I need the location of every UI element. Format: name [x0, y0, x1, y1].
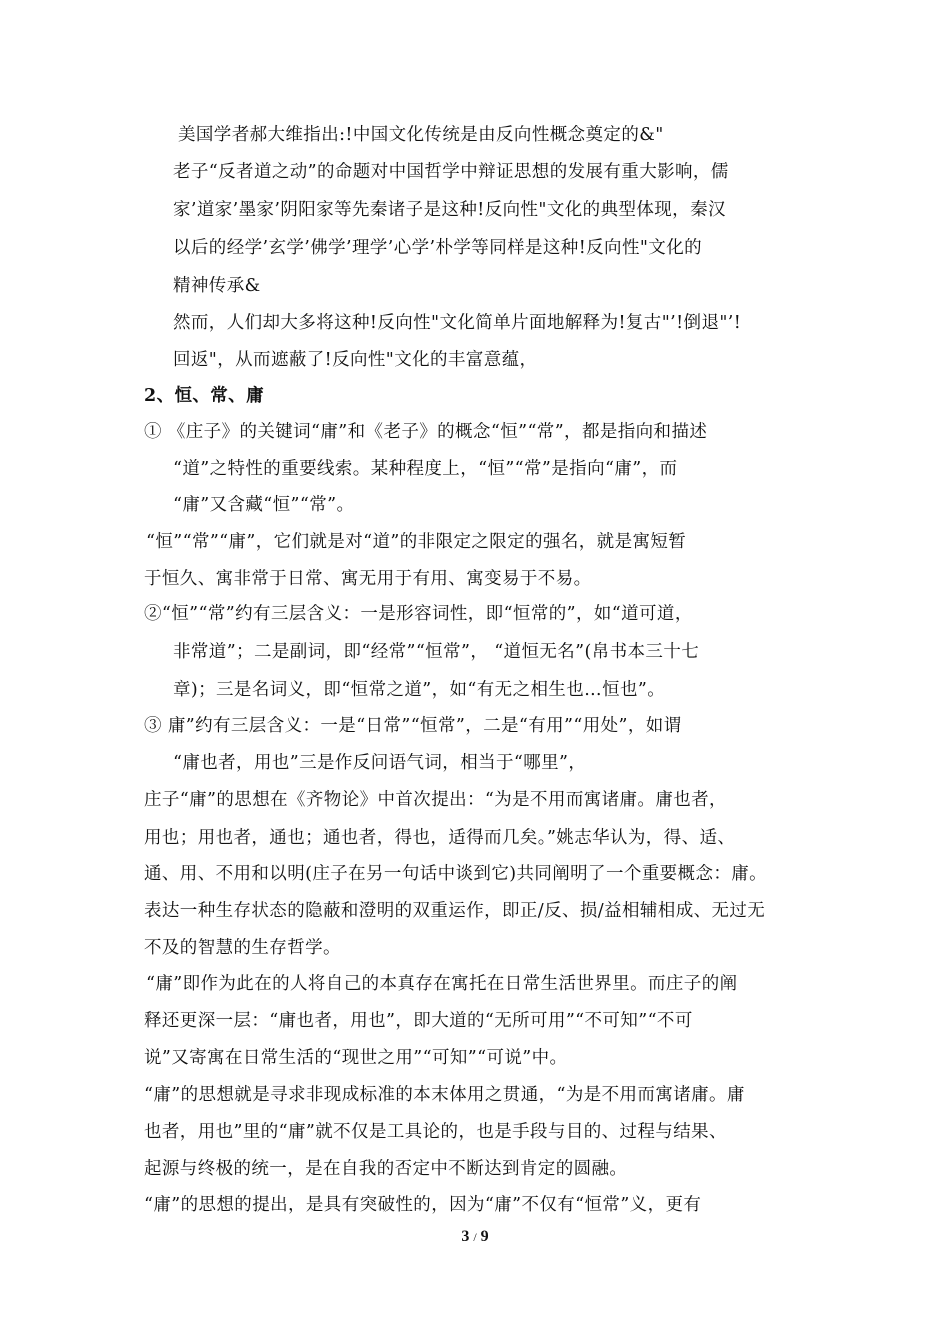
text-line: 表达一种生存状态的隐蔽和澄明的双重运作，即正/反、损/益相辅相成、无过无	[144, 901, 766, 921]
text-line: 家’道家’墨家’阴阳家等先秦诸子是这种!反向性"文化的典型体现，秦汉	[173, 200, 726, 220]
text-line: ③ 庸”约有三层含义：一是“日常”“恒常”，二是“有用”“用处”，如谓	[144, 716, 682, 736]
page-separator: /	[473, 1230, 477, 1244]
text-line: 非常道”；二是副词，即“经常”“恒常”， “道恒无名”(帛书本三十七	[173, 642, 700, 662]
total-pages: 9	[480, 1228, 489, 1245]
text-line: “庸”又含藏“恒”“常”。	[173, 495, 355, 515]
text-line: “庸也者，用也”三是作反问语气词，相当于“哪里”，	[173, 753, 587, 773]
text-line: 老子“反者道之动”的命题对中国哲学中辩证思想的发展有重大影响，儒	[173, 162, 729, 182]
text-line: 于恒久、寓非常于日常、寓无用于有用、寓变易于不易。	[144, 569, 592, 589]
text-line: 不及的智慧的生存哲学。	[144, 938, 341, 958]
text-line: 通、用、不用和以明(庄子在另一句话中谈到它)共同阐明了一个重要概念：庸。	[144, 864, 768, 884]
text-line: 释还更深一层：“庸也者，用也”，即大道的“无所可用”“不可知”“不可	[144, 1011, 693, 1031]
text-line: “恒”“常”“庸”，它们就是对“道”的非限定之限定的强名，就是寓短暂	[146, 532, 687, 552]
text-line: ① 《庄子》的关键词“庸”和《老子》的概念“恒”“常”，都是指向和描述	[144, 422, 708, 442]
text-line: 以后的经学’玄学’佛学’理学’心学’朴学等同样是这种!反向性"文化的	[173, 238, 702, 258]
text-line: 起源与终极的统一，是在自我的否定中不断达到肯定的圆融。	[144, 1159, 628, 1179]
text-line: “道”之特性的重要线索。某种程度上，“恒”“常”是指向“庸”，而	[173, 459, 678, 479]
text-line: 说”又寄寓在日常生活的“现世之用”“可知”“可说”中。	[144, 1048, 568, 1068]
text-line: 章)；三是名词义，即“恒常之道”，如“有无之相生也…恒也”。	[173, 680, 666, 700]
page-number	[0, 1228, 950, 1246]
text-line: 美国学者郝大维指出:!中国文化传统是由反向性概念奠定的&"	[178, 125, 664, 145]
text-line: 然而，人们却大多将这种!反向性"文化简单片面地解释为!复古"’!倒退"’!	[173, 313, 742, 333]
text-line: 精神传承&	[173, 276, 261, 296]
text-line: ②“恒”“常”约有三层含义：一是形容词性，即“恒常的”，如“道可道，	[144, 604, 693, 624]
text-line: “庸”的思想的提出，是具有突破性的，因为“庸”不仅有“恒常”义，更有	[144, 1195, 702, 1215]
text-line: 也者，用也”里的“庸”就不仅是工具论的，也是手段与目的、过程与结果、	[144, 1122, 727, 1142]
text-line: 回返"，从而遮蔽了!反向性"文化的丰富意蕴，	[173, 350, 538, 370]
text-line: 庄子“庸”的思想在《齐物论》中首次提出：“为是不用而寓诸庸。庸也者，	[144, 790, 727, 810]
current-page: 3	[461, 1228, 470, 1245]
text-line: “庸”的思想就是寻求非现成标准的本末体用之贯通，“为是不用而寓诸庸。庸	[144, 1085, 745, 1105]
text-line: “庸”即作为此在的人将自己的本真存在寓托在日常生活世界里。而庄子的阐	[146, 974, 738, 994]
text-line: 用也；用也者，通也；通也者，得也，适得而几矣。”姚志华认为，得、适、	[144, 828, 736, 848]
section-heading: 2、恒、常、庸	[144, 386, 264, 406]
